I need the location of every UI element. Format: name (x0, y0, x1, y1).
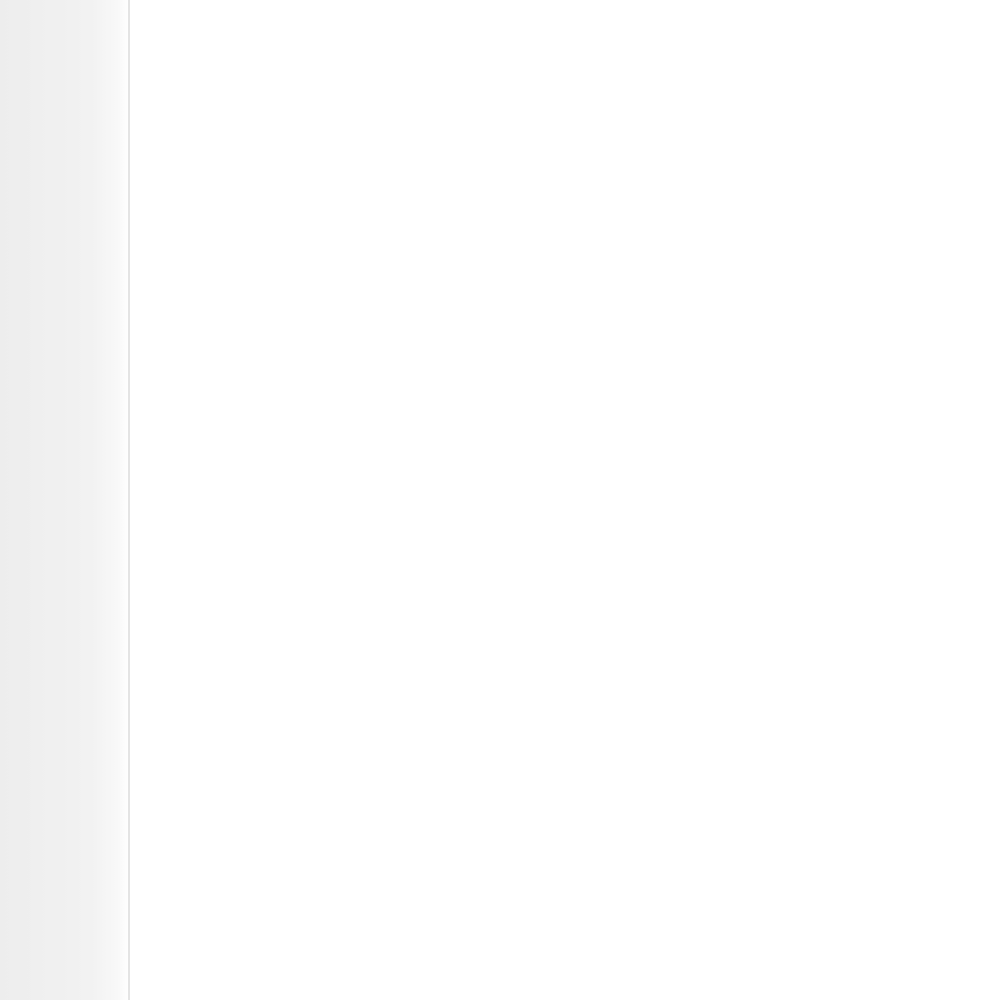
page-edge-shadow (0, 0, 130, 1000)
page-content (190, 70, 802, 100)
page-edge-line (128, 0, 130, 1000)
